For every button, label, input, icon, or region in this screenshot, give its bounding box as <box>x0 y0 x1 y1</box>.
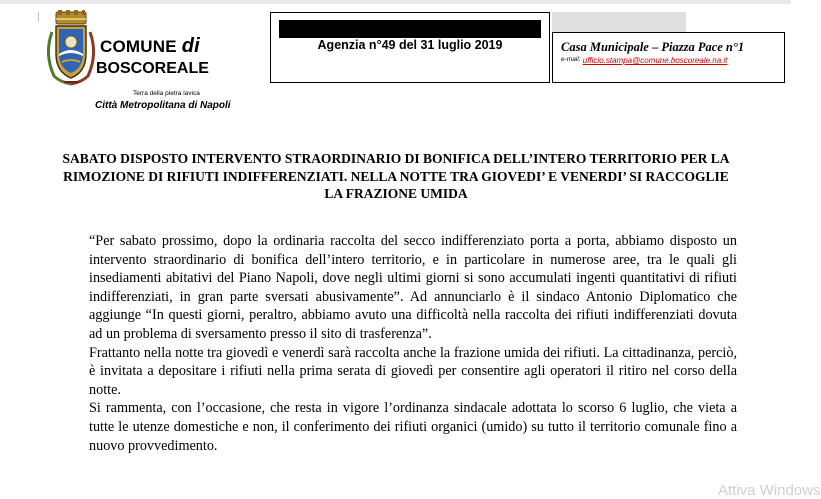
address: Casa Municipale – Piazza Pace n°1 <box>561 40 745 54</box>
paragraph-3: Si rammenta, con l’occasione, che resta in vigore l’ordinanza sindacale adottata lo scorso 6 luglio, che vieta a tutte le utenze domestiche e non, il conferimento dei rifiuti organici (umido) su tutto il territorio comunale fino a nuovo provvedimento. <box>89 400 737 454</box>
city-name: BOSCOREALE <box>96 60 209 77</box>
activation-watermark: Attiva Windows <box>718 482 821 499</box>
email-line <box>561 56 727 65</box>
email-label: e-mail: <box>561 56 581 63</box>
tagline: Terra della pietra lavica <box>133 90 200 97</box>
comune-word: COMUNE <box>100 37 177 56</box>
grey-header-tab <box>552 12 686 32</box>
agency-number: Agenzia n°49 del 31 luglio 2019 <box>317 38 503 52</box>
metropolitan-city: Città Metropolitana di Napoli <box>95 100 231 111</box>
paragraph-1: “Per sabato prossimo, dopo la ordinaria raccolta del secco indifferenziato porta a porta, abbiamo disposto un intervento straordinario di bonifica dell’intero territorio, e in particolare in numerose aree, tra le quali gli insediamenti abitativi del Piano Napoli, dove negli ultimi giorni si sono accumulati ingenti quantitativi di rifiuti indifferenziati, in gran parte sversati abusivamente”. Ad annunciarlo è il sindaco Antonio Diplomatico che aggiunge “In questi giorni, peraltro, abbiamo avuto una difficoltà nella raccolta dei rifiuti indifferenziati dovuta ad un problema di sversamento presso il sito di trasferenza”. <box>89 233 737 342</box>
article-body <box>89 232 737 455</box>
di-word: di <box>181 35 200 57</box>
top-border <box>0 0 791 4</box>
paragraph-2: Frattanto nella notte tra giovedì e venerdì sarà raccolta anche la frazione umida dei rifiuti. La cittadinanza, perciò, è invitata a depositare i rifiuti nella prima serata di giovedì per consentire agli operatori il ritiro nel corso della notte. <box>89 344 737 398</box>
comune-title <box>100 35 200 58</box>
headline: SABATO DISPOSTO INTERVENTO STRAORDINARIO DI BONIFICA DELL’INTERO TERRITORIO PER LA RIMOZIONE DI RIFIUTI INDIFFERENZIATI. NELLA NOTTE TRA GIOVEDI’ E VENERDI’ SI RACCOGLIE LA FRAZIONE UMIDA <box>62 151 730 201</box>
redaction-bar <box>279 20 541 38</box>
email-link[interactable]: ufficio.stampa@comune.boscoreale.na.it <box>582 56 728 65</box>
municipal-crest-icon <box>44 10 98 86</box>
margin-mark <box>38 12 39 22</box>
